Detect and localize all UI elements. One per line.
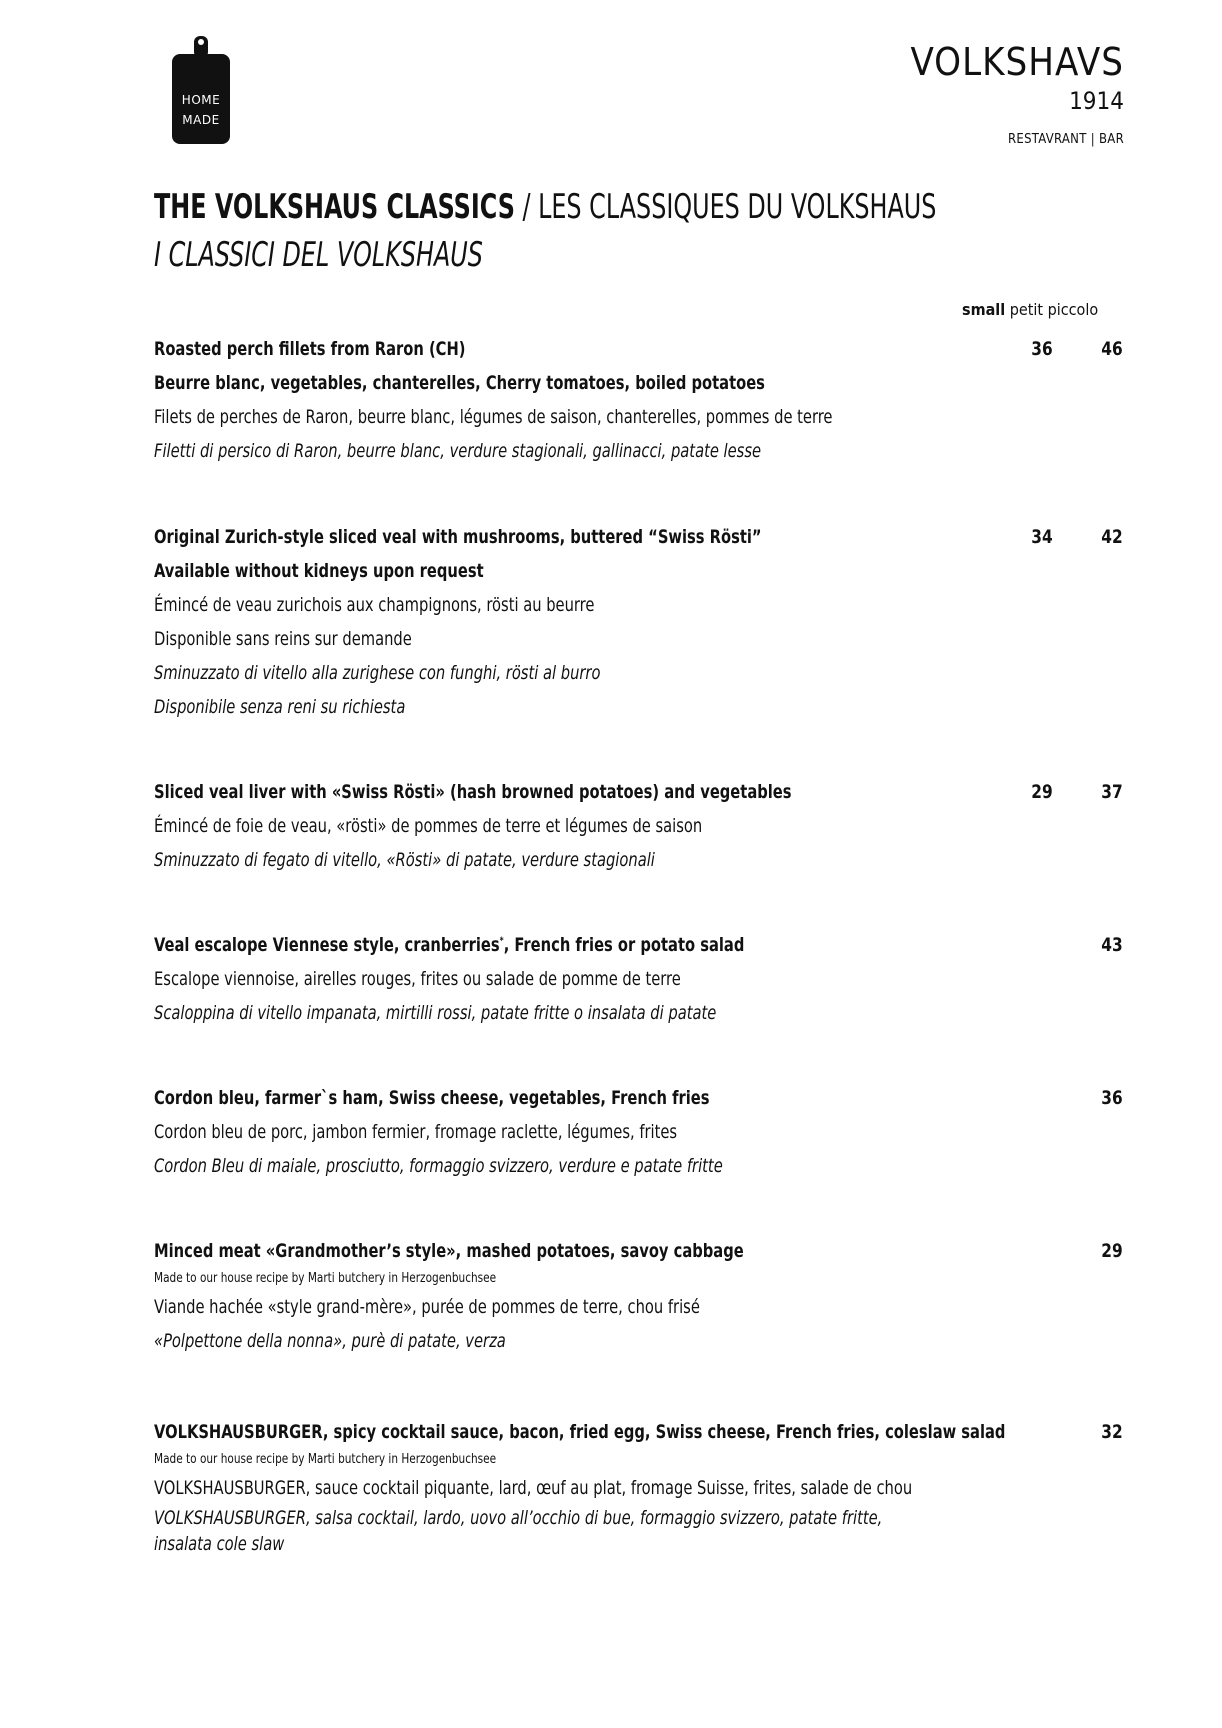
- size-header: [962, 300, 1098, 319]
- item-name-detail: Available without kidneys upon request: [154, 560, 484, 582]
- item-desc-fr: Escalope viennoise, airelles rouges, frites ou salade de pomme de terre: [154, 968, 681, 990]
- item-desc-it: Cordon Bleu di maiale, prosciutto, formaggio svizzero, verdure e patate fritte: [154, 1155, 723, 1177]
- item-desc-it-2: insalata cole slaw: [154, 1533, 285, 1555]
- logo-text-home: HOME: [181, 93, 221, 107]
- brand-name: VOLKSHAVS: [910, 40, 1124, 84]
- item-name-part-1: Veal escalope Viennese style, cranberries: [154, 934, 500, 956]
- item-desc-fr: Émincé de foie de veau, «rösti» de pommes de terre et légumes de saison: [154, 815, 703, 837]
- menu-item-zurich-veal: [154, 520, 1123, 724]
- item-note: Made to our house recipe by Marti butchery in Herzogenbuchsee: [154, 1452, 497, 1467]
- logo-text-made: MADE: [182, 113, 220, 127]
- menu-item-veal-escalope: [154, 928, 1123, 1030]
- brand-block: [910, 40, 1124, 148]
- price-regular: 46: [1101, 338, 1123, 360]
- price-regular: 42: [1101, 526, 1123, 548]
- cutting-board-icon: [170, 34, 232, 146]
- item-name: [154, 928, 980, 962]
- item-desc-fr: VOLKSHAUSBURGER, sauce cocktail piquante, lard, œuf au plat, fromage Suisse, frites, salade de chou: [154, 1477, 913, 1499]
- price-regular: 29: [1101, 1240, 1123, 1262]
- page-title: [154, 184, 1054, 280]
- item-desc-it-2: Disponibile senza reni su richiesta: [154, 696, 406, 718]
- item-name: Minced meat «Grandmother’s style», mashed potatoes, savoy cabbage: [154, 1240, 744, 1262]
- item-desc-fr: Émincé de veau zurichois aux champignons, rösti au beurre: [154, 594, 595, 616]
- home-made-logo: [170, 34, 232, 146]
- item-name: Original Zurich-style sliced veal with mushrooms, buttered “Swiss Rösti”: [154, 526, 762, 548]
- menu-item-cordon-bleu: [154, 1081, 1123, 1183]
- menu-item-perch: [154, 332, 1123, 468]
- item-name: Cordon bleu, farmer`s ham, Swiss cheese, vegetables, French fries: [154, 1087, 710, 1109]
- item-desc-fr: Filets de perches de Raron, beurre blanc, légumes de saison, chanterelles, pommes de terre: [154, 406, 833, 428]
- title-bold: THE VOLKSHAUS CLASSICS: [154, 187, 515, 227]
- brand-subtitle: RESTAVRANT | BAR: [1007, 132, 1124, 147]
- item-desc-it: Sminuzzato di vitello alla zurighese con funghi, rösti al burro: [154, 662, 601, 684]
- item-desc-fr-2: Disponible sans reins sur demande: [154, 628, 412, 650]
- item-name: VOLKSHAUSBURGER, spicy cocktail sauce, bacon, fried egg, Swiss cheese, French fries, coleslaw salad: [154, 1421, 1006, 1443]
- price-regular: 32: [1101, 1421, 1123, 1443]
- title-rest: / LES CLASSIQUES DU VOLKSHAUS: [514, 187, 937, 227]
- size-small: small: [962, 300, 1006, 319]
- item-desc-it: VOLKSHAUSBURGER, salsa cocktail, lardo, uovo all’occhio di bue, formaggio svizzero, patate fritte,: [154, 1507, 883, 1529]
- item-name: Sliced veal liver with «Swiss Rösti» (hash browned potatoes) and vegetables: [154, 781, 792, 803]
- size-other: petit piccolo: [1005, 300, 1099, 319]
- title-line-1: [154, 184, 937, 230]
- price-regular: 37: [1101, 781, 1123, 803]
- price-small: 36: [1031, 338, 1053, 360]
- menu-item-burger: [154, 1415, 1123, 1557]
- price-small: 29: [1031, 781, 1053, 803]
- item-desc-it: «Polpettone della nonna», purè di patate, verza: [154, 1330, 506, 1352]
- item-desc-it: Filetti di persico di Raron, beurre blanc, verdure stagionali, gallinacci, patate lesse: [154, 440, 762, 462]
- brand-year: 1914: [1069, 87, 1124, 115]
- menu-item-minced-meat: [154, 1234, 1123, 1358]
- item-name-part-2: , French fries or potato salad: [503, 934, 745, 956]
- item-desc-it: Sminuzzato di fegato di vitello, «Rösti» di patate, verdure stagionali: [154, 849, 655, 871]
- price-small: 34: [1031, 526, 1053, 548]
- footnote-mark: *: [499, 935, 504, 947]
- price-regular: 36: [1101, 1087, 1123, 1109]
- item-name-detail: Beurre blanc, vegetables, chanterelles, Cherry tomatoes, boiled potatoes: [154, 372, 765, 394]
- item-desc-fr: Cordon bleu de porc, jambon fermier, fromage raclette, légumes, frites: [154, 1121, 678, 1143]
- item-desc-fr: Viande hachée «style grand-mère», purée de pommes de terre, chou frisé: [154, 1296, 700, 1318]
- item-name: Roasted perch fillets from Raron (CH): [154, 338, 466, 360]
- menu-item-veal-liver: [154, 775, 1123, 877]
- title-line-2: I CLASSICI DEL VOLKSHAUS: [154, 235, 483, 275]
- item-note: Made to our house recipe by Marti butchery in Herzogenbuchsee: [154, 1271, 497, 1286]
- price-regular: 43: [1101, 934, 1123, 956]
- item-desc-it: Scaloppina di vitello impanata, mirtilli rossi, patate fritte o insalata di patate: [154, 1002, 717, 1024]
